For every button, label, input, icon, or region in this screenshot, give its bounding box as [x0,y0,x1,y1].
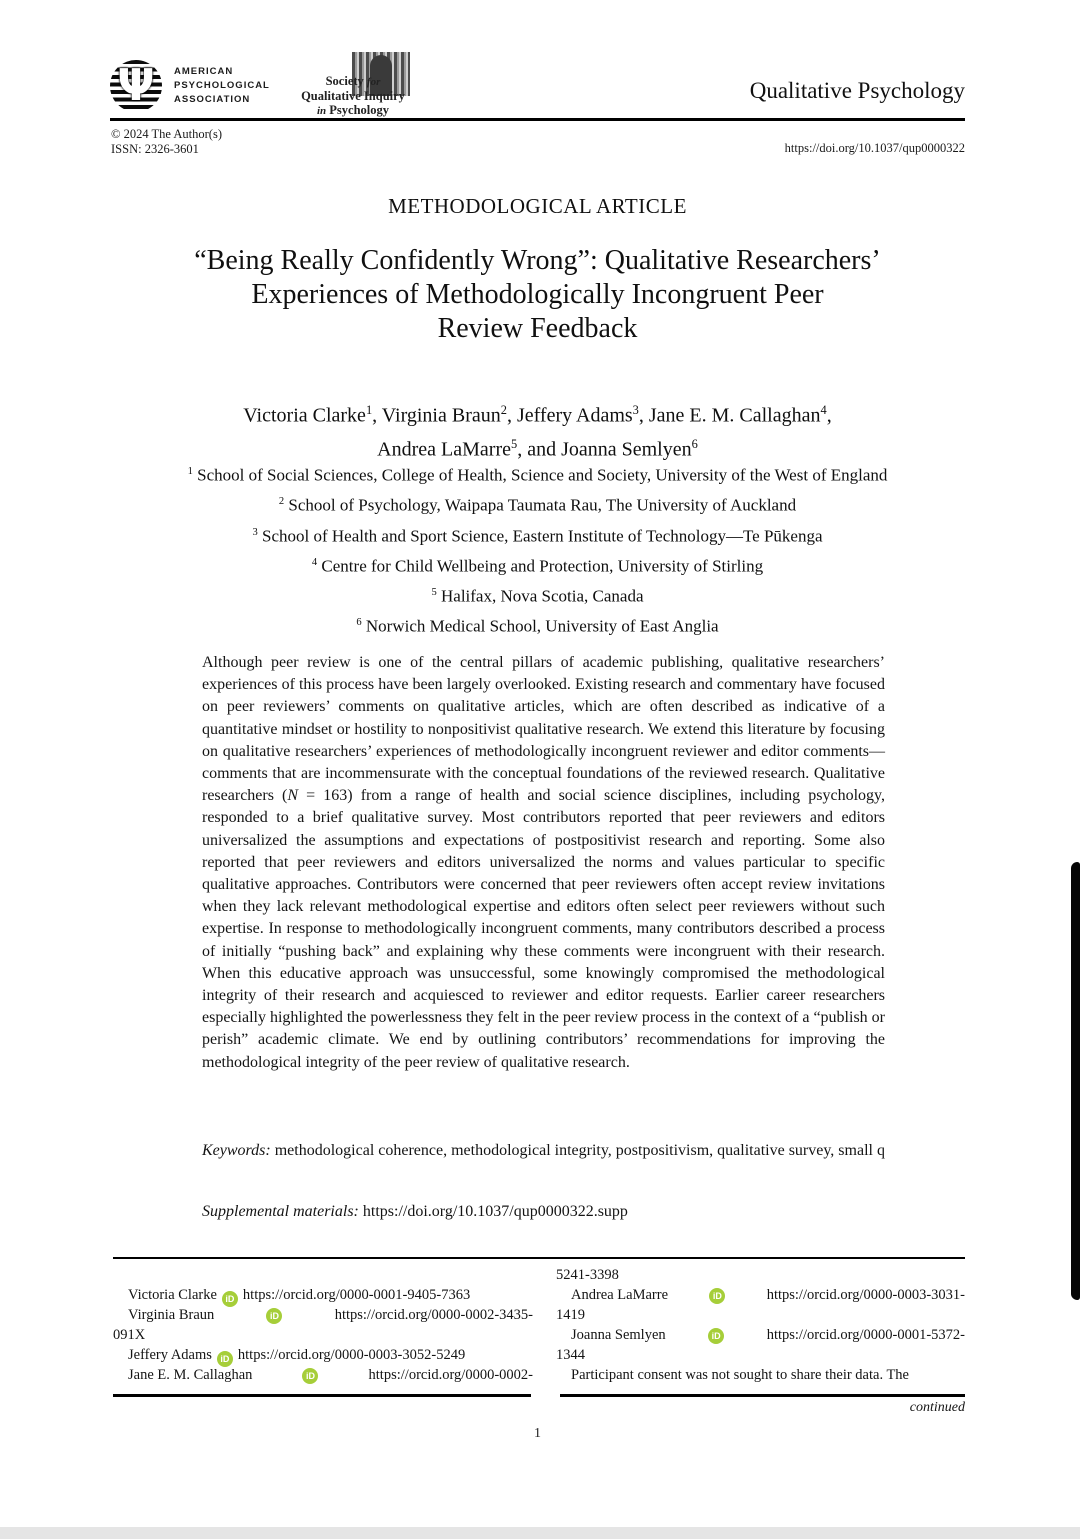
affiliation-text: School of Psychology, Waipapa Taumata Rau, The University of Auckland [288,495,797,515]
affiliation-sup: 5 [431,587,437,598]
footnote-author-name: Victoria Clarke [128,1287,217,1303]
author-separator: , [638,404,649,427]
affiliation-sup: 3 [252,526,258,538]
authors-line-1 [110,396,965,430]
author-separator: , and [517,438,562,461]
orcid-line [113,1365,533,1385]
title-line: Review Feedback [437,313,638,344]
footnote-author-name: Jane E. M. Callaghan [128,1367,253,1383]
author-separator: , [372,404,382,427]
supplemental-materials-block [202,1203,885,1221]
author-affil-sup: 3 [632,403,639,417]
abstract-text: = 163) from a range of health and social science disciplines, including psychology, responded to a brief qualitative survey. Most contributors reported that peer reviewers and editors universalized the assumptions and expectations of postpositivist research and reporting. Some also reported that peer reviewers and editors universalized the norms and values particular to specific qualitative approaches. Contributors were concerned that peer reviewers often accept review invitations when they lack relevant methodological expertise and editors often select peer reviewers without such expertise. In response to methodologically incongruent comments, many contributors described a process of initially “pushing back” and explaining why these comments were incongruent with their research. When this educative approach was unsuccessful, some knowingly compromised the methodological integrity of their research and acquiesced to reviewer and editor requests. Earlier career researchers especially highlighted the powerlessness they felt in the peer review process in the context of a “publish or perish” academic climate. We end by outlining contributors’ recommendations for improving the methodological integrity of the peer review of qualitative research. [202,787,885,1071]
continued-label: continued [909,1400,965,1415]
footnote-author-name: Joanna Semlyen [571,1327,666,1343]
affiliation-text: School of Social Sciences, College of Health, Science and Society, University of the West of England [197,465,888,485]
apa-logo-line: PSYCHOLOGICAL [174,80,270,92]
orcid-url-continuation: 091X [113,1327,146,1343]
affiliation-text: Halifax, Nova Scotia, Canada [441,586,644,606]
author-affil-sup: 4 [820,403,827,417]
author-affil-sup: 2 [500,403,507,417]
affiliation-line [110,459,965,489]
orcid-line [556,1325,965,1345]
sqip-word: Society [325,74,364,89]
sqip-word: in [316,105,327,118]
author-affil-sup: 5 [510,436,518,451]
orcid-url-link[interactable]: https://orcid.org/0000-0002- [368,1367,533,1383]
affiliation-text: Norwich Medical School, University of East Anglia [365,616,719,636]
orcid-icon: iD [222,1291,238,1307]
sample-size-n: N [287,787,299,805]
affiliation-line [110,610,965,640]
orcid-url-continuation: 1419 [556,1307,585,1323]
orcid-url-link[interactable]: https://orcid.org/0000-0001-5372- [766,1327,965,1343]
affiliation-line [110,550,965,580]
footnote-bottom-rule-right [560,1394,965,1397]
footnote-bottom-rule-left [113,1394,531,1397]
footnote-column-left [113,1265,533,1385]
footnote-divider [113,1257,965,1259]
orcid-url-link[interactable]: https://orcid.org/0000-0001-9405-7363 [242,1287,471,1303]
header-divider [110,118,965,121]
vertical-scrollbar-thumb[interactable] [1071,862,1080,1300]
orcid-url-link[interactable]: https://orcid.org/0000-0003-3031- [766,1287,965,1303]
affiliation-line [110,489,965,519]
abstract [202,652,885,1074]
author-name: Virginia Braun [381,404,501,427]
copyright-line: © 2024 The Author(s) [111,127,222,141]
apa-logo-line: AMERICAN [174,66,234,78]
orcid-icon: iD [709,1288,725,1304]
consent-note-line: Participant consent was not sought to share their data. The [571,1367,909,1383]
orcid-url-continuation: 1344 [556,1347,585,1363]
author-affil-sup: 6 [691,436,698,451]
sqip-word: for [366,76,381,89]
orcid-icon: iD [302,1368,318,1384]
apa-logo [110,60,270,112]
affiliation-sup: 6 [356,617,362,629]
abstract-text: Although peer review is one of the central pillars of academic publishing, qualitative researchers’ experiences of this process have been largely overlooked. Existing research and commentary have focused on peer reviewers’ comments on qualitative articles, which are often described as indicative of a quantitative mindset or hostility to nonpositivist qualitative research. We extend this literature by focusing on qualitative researchers’ experiences of methodologically incongruent reviewer and editor comments—comments that are incommensurate with the conceptual foundations of the reviewed research. Qualitative researchers ( [202,654,885,805]
journal-title: Qualitative Psychology [749,78,965,103]
issn-line: ISSN: 2326-3601 [111,141,199,156]
sqip-word: Psychology [329,103,390,118]
orcid-url-link[interactable]: https://orcid.org/0000-0002-3435- [334,1307,533,1323]
doi-link[interactable]: https://doi.org/10.1037/qup0000322 [784,141,965,155]
sqip-logo-line [288,74,418,89]
keywords-block [202,1140,885,1162]
affiliation-line [110,520,965,550]
page-number: 1 [534,1426,541,1441]
supplemental-label: Supplemental materials: [202,1203,359,1220]
affiliation-text: School of Health and Sport Science, Eastern Institute of Technology—Te Pūkenga [261,526,823,546]
sqip-logo-text [288,74,418,118]
orcid-url-continuation: 5241-3398 [556,1267,619,1283]
orcid-icon: iD [217,1351,233,1367]
article-title [110,244,965,346]
footnote-author-name: Virginia Braun [128,1307,215,1323]
affiliation-sup: 4 [311,556,318,568]
orcid-url-link[interactable]: https://orcid.org/0000-0003-3052-5249 [237,1347,466,1363]
title-line: Experiences of Methodologically Incongruent Peer [251,279,824,310]
horizontal-scrollbar-track[interactable] [0,1527,1080,1539]
author-name: Jane E. M. Callaghan [648,404,821,427]
footnote-author-name: Jeffery Adams [128,1347,212,1363]
author-name: Victoria Clarke [243,404,366,427]
author-separator: , [506,404,517,427]
footnote-column-right [556,1265,965,1385]
apa-logo-text [174,65,270,106]
affiliations [110,459,965,641]
affiliation-sup: 1 [187,466,193,477]
title-line: “Being Really Confidently Wrong”: Qualitative Researchers’ [194,245,881,276]
psi-glyph: Ψ [117,60,155,111]
orcid-icon: iD [708,1328,724,1344]
orcid-icon: iD [266,1308,282,1324]
affiliation-text: Centre for Child Wellbeing and Protection, University of Stirling [321,556,764,576]
apa-logo-line: ASSOCIATION [174,93,251,105]
supplemental-link[interactable]: https://doi.org/10.1037/qup0000322.supp [362,1203,628,1220]
orcid-line [113,1305,533,1325]
affiliation-sup: 2 [278,496,285,508]
author-separator: , [826,404,832,427]
sqip-logo-line: Qualitative Inquiry [301,88,405,103]
author-byline [110,396,965,463]
author-name: Joanna Semlyen [561,438,692,461]
article-type-heading: METHODOLOGICAL ARTICLE [388,194,687,218]
orcid-line [113,1285,533,1305]
keywords-label: Keywords: [202,1142,271,1159]
affiliation-line [110,580,965,610]
orcid-line [113,1345,533,1365]
copyright-block [111,127,222,157]
footnote-author-name: Andrea LaMarre [571,1287,669,1303]
author-name: Andrea LaMarre [377,438,511,461]
sqip-logo-line [288,103,418,118]
author-name: Jeffery Adams [516,404,633,427]
author-affil-sup: 1 [365,403,373,417]
orcid-line [556,1285,965,1305]
apa-psi-icon [110,60,162,112]
sqip-logo [288,52,418,118]
keywords-text: methodological coherence, methodological integrity, postpositivism, qualitative survey, small q [274,1142,885,1159]
author-note-footnotes [113,1265,965,1385]
